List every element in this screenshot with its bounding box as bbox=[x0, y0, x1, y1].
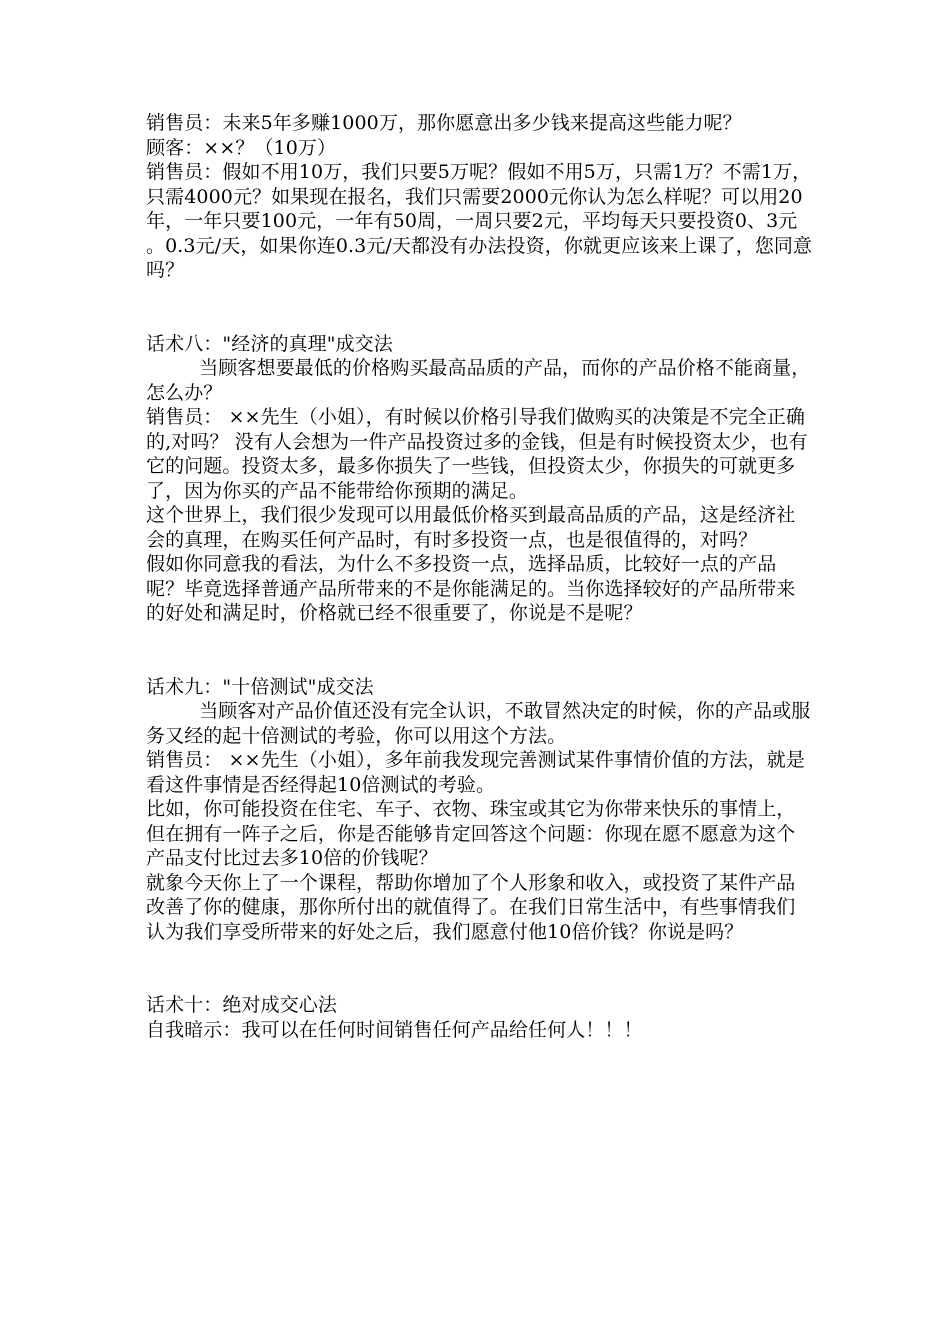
section-spacer bbox=[146, 283, 814, 332]
dialogue-line: 销售员：假如不用10万，我们只要5万呢？假如不用5万，只需1万？不需1万，只需4000元？如果现在报名，我们只需要2000元你认为怎么样呢？可以用20年，一年只要100元，一年有50周，一周只要2元，平均每天只要投资0、3元 。0.3元/天，如果你连0.3元/天都没有办法投资，你就更应该来上课了，您同意吗？ bbox=[146, 161, 813, 281]
dialogue-paragraph: 销售员： ××先生（小姐），多年前我发现完善测试某件事情价值的方法，就是看这件事情是否经得起10倍测试的考验。 bbox=[146, 749, 805, 796]
section-heading: 话术九："十倍测试"成交法 bbox=[146, 675, 374, 698]
section-intro: 当顾客对产品价值还没有完全认识，不敢冒然决定的时候，你的产品或服务又经的起十倍测试的考验，你可以用这个方法。 bbox=[146, 700, 811, 747]
section-heading: 话术十：绝对成交心法 bbox=[146, 994, 338, 1016]
document-body bbox=[146, 111, 814, 1042]
dialogue-line: 顾客：××？（10万） bbox=[146, 136, 337, 159]
body-line: 自我暗示：我可以在任何时间销售任何产品给任何人！！！ bbox=[146, 1018, 643, 1041]
section-spacer bbox=[146, 626, 814, 675]
dialogue-paragraph: 销售员： ××先生（小姐），有时候以价格引导我们做购买的决策是不完全正确的,对吗？ 没有人会想为一件产品投资过多的金钱，但是有时候投资太少，也有它的问题。投资太多，最多你损失了一些钱，但投资太少，你损失的可就更多了，因为你买的产品不能带给你预期的满足。 bbox=[146, 406, 808, 502]
body-paragraph: 就象今天你上了一个课程，帮助你增加了个人形象和收入，或投资了某件产品改善了你的健康，那你所付出的就值得了。在我们日常生活中，有些事情我们认为我们享受所带来的好处之后，我们愿意付他10倍价钱？你说是吗？ bbox=[146, 871, 796, 943]
body-paragraph: 假如你同意我的看法，为什么不多投资一点，选择品质，比较好一点的产品呢？毕竟选择普通产品所带来的不是你能满足的。当你选择较好的产品所带来的好处和满足时，价格就已经不很重要了，你说是不是呢？ bbox=[146, 553, 796, 624]
body-paragraph: 这个世界上，我们很少发现可以用最低价格买到最高品质的产品，这是经济社会的真理，在购买任何产品时，有时多投资一点，也是很值得的，对吗？ bbox=[146, 504, 796, 551]
body-paragraph: 比如，你可能投资在住宅、车子、衣物、珠宝或其它为你带来快乐的事情上，但在拥有一阵子之后，你是否能够肯定回答这个问题：你现在愿不愿意为这个产品支付比过去多10倍的价钱呢？ bbox=[146, 798, 796, 869]
section-spacer bbox=[146, 944, 814, 993]
section-intro: 当顾客想要最低的价格购买最高品质的产品，而你的产品价格不能商量，怎么办？ bbox=[146, 357, 811, 404]
dialogue-line: 销售员：未来5年多赚1000万，那你愿意出多少钱来提高这些能力呢？ bbox=[146, 112, 742, 134]
section-heading: 话术八："经济的真理"成交法 bbox=[146, 332, 393, 355]
